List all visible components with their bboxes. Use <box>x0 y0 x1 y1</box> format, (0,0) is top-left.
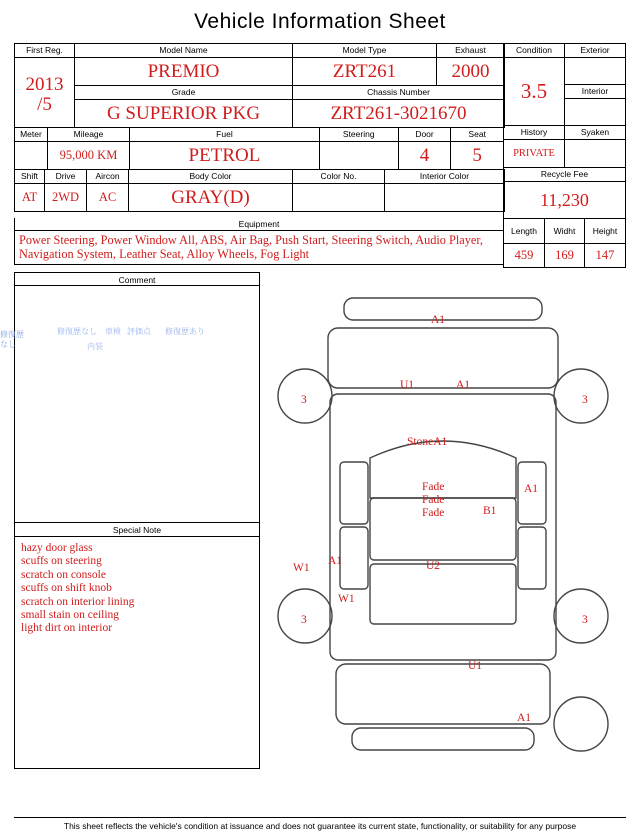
diagram-mark: U1 <box>400 379 415 391</box>
diagram-mark: StoneA1 <box>407 436 448 448</box>
diagram-mark: 3 <box>582 614 588 626</box>
table-row <box>15 44 505 58</box>
mileage-value: 95,000 KM <box>47 142 129 170</box>
right-info-block <box>504 43 626 219</box>
syaken-label: Syaken <box>565 126 626 140</box>
diagram-mark: W1 <box>293 562 310 574</box>
comment-ghost-1: 修復歴あり <box>165 327 205 336</box>
exterior-value <box>565 58 626 85</box>
diagram-mark: 3 <box>582 394 588 406</box>
diagram-mark: A1 <box>456 379 471 391</box>
table-row <box>504 126 626 140</box>
diagram-mark: A1 <box>431 314 446 326</box>
table-row <box>504 44 626 58</box>
page-title: Vehicle Information Sheet <box>194 10 446 33</box>
table-row <box>504 168 626 182</box>
table-row <box>504 58 626 85</box>
table-row <box>15 86 505 100</box>
spec-table-1 <box>14 127 504 170</box>
body-color-value: GRAY(D) <box>129 184 293 212</box>
condition-table <box>503 43 626 126</box>
length-label: Length <box>504 219 545 244</box>
aircon-label: Aircon <box>87 170 129 184</box>
table-row <box>15 58 505 86</box>
left-info-block <box>14 43 504 219</box>
diagram-mark: A1 <box>328 555 343 567</box>
special-note-line: scratch on interior lining <box>21 595 135 608</box>
special-note-line: scuffs on steering <box>21 555 102 568</box>
aircon-value: AC <box>87 184 129 212</box>
history-value: PRIVATE <box>504 140 565 168</box>
special-note-line: scratch on console <box>21 568 106 581</box>
special-note-body <box>14 537 260 769</box>
vehicle-diagram <box>260 272 626 762</box>
model-type-value: ZRT261 <box>293 58 437 86</box>
table-row <box>15 170 505 184</box>
equipment-block <box>14 218 504 268</box>
height-value: 147 <box>585 244 626 268</box>
diagram-mark: 3 <box>301 614 307 626</box>
door-label: Door <box>398 128 451 142</box>
mileage-label: Mileage <box>47 128 129 142</box>
diagram-mark: Fade <box>422 494 445 506</box>
syaken-value <box>565 140 626 168</box>
comment-column <box>14 272 260 769</box>
first-reg-month: /5 <box>37 93 52 115</box>
table-row <box>15 100 505 128</box>
dimensions-block <box>504 218 626 268</box>
main-info-table <box>14 43 505 128</box>
comment-label: Comment <box>14 272 260 286</box>
comment-body <box>14 286 260 523</box>
footer-disclaimer: This sheet reflects the vehicle's condition at issuance and does not guarantee its current state, functionality, or suitability for any purpose <box>14 817 626 831</box>
equipment-text: Power Steering, Power Window All, ABS, Air Bag, Push Start, Steering Switch, Audio Player, Navigation System, Leather Seat, Alloy Wheels, Fog Light <box>14 231 504 265</box>
table-row <box>15 184 505 212</box>
drive-value: 2WD <box>45 184 87 212</box>
spec-table-2 <box>14 169 505 212</box>
exhaust-label: Exhaust <box>437 44 505 58</box>
first-reg-label: First Reg. <box>15 44 75 58</box>
diagram-mark: W1 <box>338 593 355 605</box>
history-table <box>503 125 626 168</box>
steering-label: Steering <box>319 128 398 142</box>
height-label: Height <box>585 219 626 244</box>
comment-ghost-0: 修復歴なし 車検 <box>57 327 121 336</box>
exhaust-value: 2000 <box>437 58 505 86</box>
special-note-line: small stain on ceiling <box>21 609 120 622</box>
table-row <box>504 182 626 219</box>
diagram-mark: A1 <box>524 483 539 495</box>
recycle-fee-label: Recycle Fee <box>504 168 626 182</box>
interior-label: Interior <box>565 85 626 99</box>
side-watermark: 修復歴 なし <box>0 330 24 349</box>
special-note-line: light dirt on interior <box>21 622 113 635</box>
recycle-fee-table <box>503 167 626 219</box>
meter-value <box>15 142 48 170</box>
interior-value <box>565 99 626 126</box>
special-note-line: hazy door glass <box>21 542 93 554</box>
table-row <box>15 128 504 142</box>
fuel-label: Fuel <box>130 128 320 142</box>
width-value: 169 <box>545 244 585 268</box>
diagram-column <box>260 272 626 769</box>
lower-section <box>14 272 626 769</box>
condition-label: Condition <box>504 44 565 58</box>
exterior-label: Exterior <box>565 44 626 58</box>
shift-value: AT <box>15 184 45 212</box>
first-reg-value <box>15 58 75 128</box>
diagram-mark: B1 <box>483 505 497 517</box>
body-color-label: Body Color <box>129 170 293 184</box>
dimensions-table <box>503 218 626 268</box>
diagram-mark: A1 <box>517 712 532 724</box>
history-label: History <box>504 126 565 140</box>
chassis-value: ZRT261-3021670 <box>293 100 505 128</box>
shift-label: Shift <box>15 170 45 184</box>
equipment-label: Equipment <box>14 218 504 231</box>
equipment-section <box>14 218 626 268</box>
fuel-value: PETROL <box>130 142 320 170</box>
top-section <box>14 43 626 219</box>
diagram-mark: Fade <box>422 507 445 519</box>
grade-value: G SUPERIOR PKG <box>75 100 293 128</box>
condition-value: 3.5 <box>504 58 565 126</box>
chassis-label: Chassis Number <box>293 86 505 100</box>
drive-label: Drive <box>45 170 87 184</box>
meter-label: Meter <box>15 128 48 142</box>
interior-color-label: Interior Color <box>385 170 505 184</box>
special-note-line: scuffs on shift knob <box>21 582 112 595</box>
table-row <box>15 142 504 170</box>
seat-value: 5 <box>451 142 504 170</box>
diagram-mark: U1 <box>468 660 483 672</box>
table-row <box>504 219 626 244</box>
interior-color-value <box>385 184 505 212</box>
model-name-label: Model Name <box>75 44 293 58</box>
diagram-mark: U2 <box>426 560 441 572</box>
diagram-mark: 3 <box>301 394 307 406</box>
grade-label: Grade <box>75 86 293 100</box>
recycle-fee-value: 11,230 <box>504 182 626 219</box>
color-no-value <box>293 184 385 212</box>
model-name-value: PREMIO <box>75 58 293 86</box>
table-row <box>504 244 626 268</box>
comment-ghost-2: 評価点 <box>127 327 151 336</box>
table-row <box>504 140 626 168</box>
first-reg-year: 2013 <box>25 73 64 95</box>
length-value: 459 <box>504 244 545 268</box>
comment-ghost-3: 内装 <box>87 342 103 351</box>
steering-value <box>319 142 398 170</box>
width-label: Widht <box>545 219 585 244</box>
seat-label: Seat <box>451 128 504 142</box>
door-value: 4 <box>398 142 451 170</box>
color-no-label: Color No. <box>293 170 385 184</box>
model-type-label: Model Type <box>293 44 437 58</box>
diagram-mark: Fade <box>422 481 445 493</box>
special-note-label: Special Note <box>14 523 260 537</box>
